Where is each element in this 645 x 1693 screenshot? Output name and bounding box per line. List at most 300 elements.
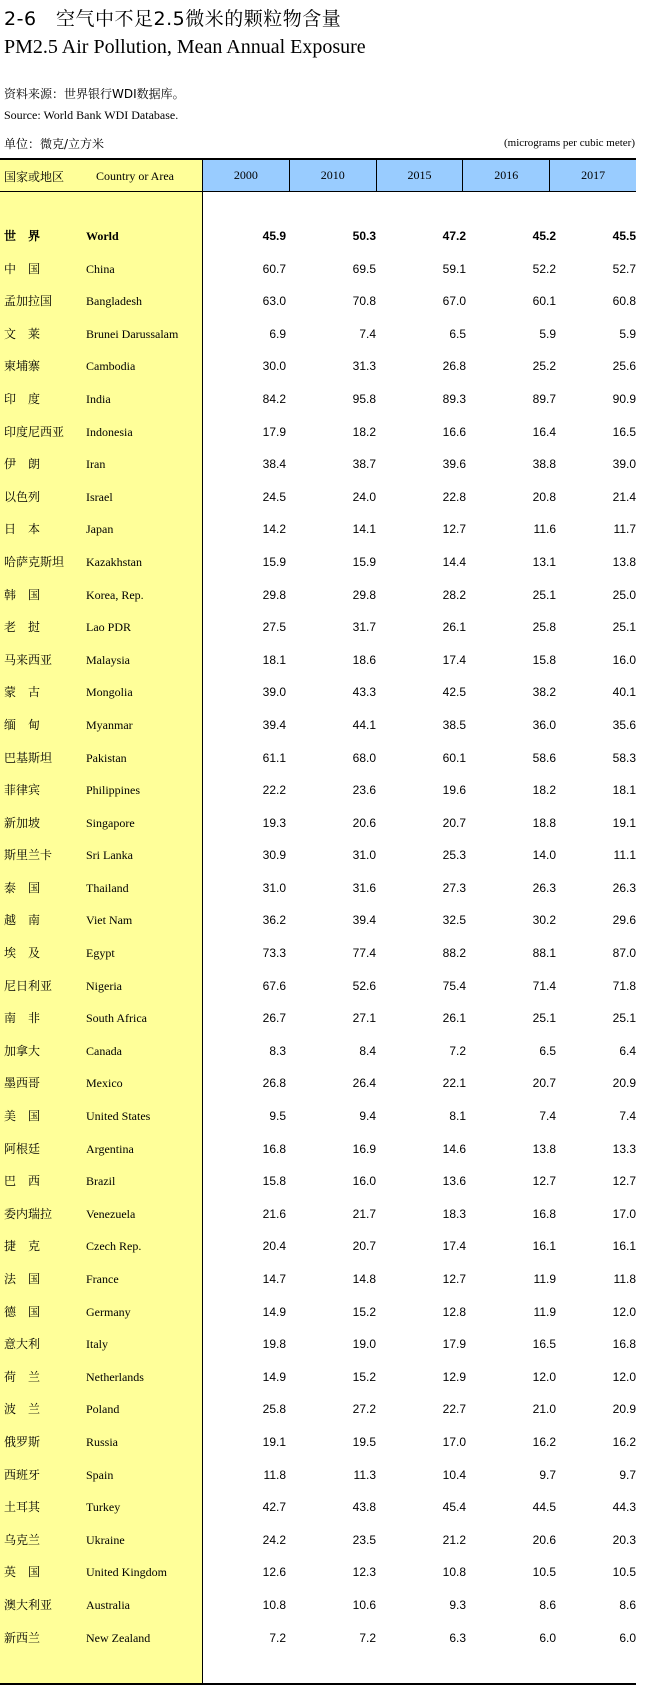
- value-cell-2017: 9.7: [619, 1467, 636, 1482]
- value-cell-2010: 10.6: [352, 1597, 376, 1612]
- country-name-english: India: [86, 391, 111, 406]
- table-row: [0, 1073, 636, 1106]
- country-name-english: Canada: [86, 1043, 122, 1058]
- value-cell-2015: 22.1: [442, 1076, 466, 1091]
- unit-label-chinese: 单位：微克/立方米: [4, 137, 105, 151]
- country-name-chinese: 韩 国: [4, 587, 41, 602]
- country-name-english: Korea, Rep.: [86, 587, 144, 602]
- value-cell-2010: 69.5: [352, 261, 376, 276]
- value-cell-2017: 8.6: [619, 1597, 636, 1612]
- value-cell-2017: 16.5: [612, 424, 636, 439]
- value-cell-2010: 8.4: [359, 1043, 376, 1058]
- value-cell-2015: 18.3: [442, 1206, 466, 1221]
- country-name-english: World: [86, 229, 119, 243]
- value-cell-2017: 45.5: [612, 229, 636, 243]
- country-name-english: China: [86, 261, 115, 276]
- source-note-chinese: 资料来源：世界银行WDI数据库。: [4, 87, 185, 101]
- year-header-2015: 2015: [376, 160, 463, 191]
- country-name-chinese: 伊 朗: [4, 457, 41, 472]
- country-name-chinese: 德 国: [4, 1304, 41, 1319]
- value-cell-2016: 16.1: [532, 1239, 556, 1254]
- value-cell-2015: 26.1: [442, 1011, 466, 1026]
- value-cell-2016: 16.2: [532, 1434, 556, 1449]
- country-name-english: Turkey: [86, 1500, 121, 1515]
- country-name-english: Brunei Darussalam: [86, 326, 179, 341]
- value-cell-2017: 13.8: [612, 554, 636, 569]
- value-cell-2016: 58.6: [532, 750, 556, 765]
- value-cell-2016: 88.1: [532, 946, 556, 961]
- country-name-english: Sri Lanka: [86, 848, 133, 863]
- value-cell-2016: 20.8: [532, 489, 556, 504]
- table-row: [0, 1465, 636, 1498]
- value-cell-2000: 30.0: [262, 359, 286, 374]
- value-cell-2016: 12.7: [532, 1174, 556, 1189]
- value-cell-2000: 14.2: [262, 522, 286, 537]
- table-row: [0, 585, 636, 618]
- country-name-english: Venezuela: [86, 1206, 136, 1221]
- value-cell-2017: 11.1: [613, 848, 636, 863]
- value-cell-2017: 16.2: [612, 1434, 636, 1449]
- country-name-chinese: 日 本: [4, 522, 41, 537]
- country-name-chinese: 美 国: [4, 1109, 41, 1124]
- country-name-english: United Kingdom: [86, 1565, 167, 1580]
- country-name-english: South Africa: [86, 1011, 147, 1026]
- value-cell-2016: 25.1: [532, 587, 556, 602]
- value-cell-2016: 13.8: [532, 1141, 556, 1156]
- value-cell-2016: 14.0: [532, 848, 556, 863]
- country-name-english: Philippines: [86, 783, 141, 798]
- country-name-chinese: 乌克兰: [4, 1532, 41, 1547]
- value-cell-2016: 6.0: [539, 1630, 556, 1645]
- value-cell-2010: 31.7: [352, 620, 376, 635]
- value-cell-2015: 42.5: [442, 685, 466, 700]
- value-cell-2000: 15.9: [262, 554, 286, 569]
- value-cell-2010: 70.8: [352, 294, 376, 309]
- country-name-english: Lao PDR: [86, 620, 131, 635]
- country-name-chinese: 印度尼西亚: [4, 424, 65, 439]
- table-row: [0, 259, 636, 292]
- value-cell-2010: 19.0: [352, 1337, 376, 1352]
- value-cell-2010: 14.1: [352, 522, 376, 537]
- value-cell-2015: 20.7: [442, 815, 466, 830]
- value-cell-2000: 31.0: [262, 880, 286, 895]
- value-cell-2015: 16.6: [442, 424, 466, 439]
- table-row: [0, 976, 636, 1009]
- value-cell-2000: 29.8: [262, 587, 286, 602]
- value-cell-2015: 26.1: [442, 620, 466, 635]
- country-name-chinese: 澳大利亚: [4, 1597, 53, 1612]
- value-cell-2016: 7.4: [539, 1109, 556, 1124]
- country-name-english: Singapore: [86, 815, 135, 830]
- value-cell-2015: 9.3: [449, 1597, 466, 1612]
- country-name-chinese: 文 莱: [4, 326, 41, 341]
- value-cell-2000: 60.7: [262, 261, 286, 276]
- value-cell-2000: 14.9: [262, 1304, 286, 1319]
- value-cell-2010: 7.2: [359, 1630, 376, 1645]
- value-cell-2016: 15.8: [532, 652, 556, 667]
- value-cell-2017: 58.3: [612, 750, 636, 765]
- year-header-2000: 2000: [233, 168, 258, 182]
- value-cell-2010: 18.6: [352, 652, 376, 667]
- country-name-english: Bangladesh: [86, 294, 142, 309]
- value-cell-2000: 17.9: [262, 424, 286, 439]
- country-name-english: Brazil: [86, 1174, 116, 1189]
- value-cell-2010: 23.5: [352, 1532, 376, 1547]
- value-cell-2000: 39.4: [262, 717, 286, 732]
- value-cell-2017: 71.8: [612, 978, 636, 993]
- country-name-chinese: 哈萨克斯坦: [4, 554, 65, 569]
- value-cell-2017: 29.6: [612, 913, 636, 928]
- value-cell-2000: 42.7: [262, 1500, 286, 1515]
- country-name-english: Malaysia: [86, 652, 130, 667]
- value-cell-2000: 8.3: [269, 1043, 286, 1058]
- country-name-english: Ukraine: [86, 1532, 125, 1547]
- value-cell-2015: 17.4: [442, 1239, 466, 1254]
- table-row: [0, 1171, 636, 1204]
- country-name-english: Spain: [86, 1467, 114, 1482]
- country-name-chinese: 印 度: [4, 391, 41, 406]
- value-cell-2015: 75.4: [442, 978, 466, 993]
- value-cell-2016: 36.0: [532, 717, 556, 732]
- value-cell-2016: 71.4: [532, 978, 556, 993]
- value-cell-2010: 31.3: [352, 359, 376, 374]
- value-cell-2010: 20.7: [352, 1239, 376, 1254]
- value-cell-2017: 44.3: [612, 1500, 636, 1515]
- country-name-chinese: 世 界: [4, 229, 41, 243]
- value-cell-2000: 39.0: [262, 685, 286, 700]
- value-cell-2015: 21.2: [442, 1532, 466, 1547]
- table-bottom-rule: [0, 1683, 636, 1685]
- value-cell-2000: 24.5: [262, 489, 286, 504]
- value-cell-2016: 16.5: [532, 1337, 556, 1352]
- value-cell-2015: 59.1: [442, 261, 466, 276]
- country-name-chinese: 阿根廷: [4, 1141, 41, 1156]
- country-name-english: Iran: [86, 457, 106, 472]
- value-cell-2000: 30.9: [262, 848, 286, 863]
- value-cell-2016: 16.4: [532, 424, 556, 439]
- value-cell-2017: 52.7: [612, 261, 636, 276]
- country-name-chinese: 意大利: [4, 1337, 41, 1352]
- value-cell-2017: 39.0: [612, 457, 636, 472]
- value-cell-2010: 19.5: [352, 1434, 376, 1449]
- value-cell-2010: 9.4: [359, 1109, 376, 1124]
- value-cell-2017: 40.1: [612, 685, 636, 700]
- value-cell-2010: 15.9: [352, 554, 376, 569]
- value-cell-2010: 39.4: [352, 913, 376, 928]
- value-cell-2016: 60.1: [532, 294, 556, 309]
- value-cell-2015: 12.8: [442, 1304, 466, 1319]
- country-name-chinese: 巴 西: [4, 1174, 41, 1189]
- value-cell-2016: 13.1: [532, 554, 556, 569]
- country-name-chinese: 波 兰: [4, 1402, 41, 1417]
- value-cell-2010: 44.1: [352, 717, 376, 732]
- table-row: [0, 1432, 636, 1465]
- value-cell-2017: 6.4: [619, 1043, 636, 1058]
- table-row: [0, 682, 636, 715]
- value-cell-2015: 12.9: [442, 1369, 466, 1384]
- value-cell-2000: 38.4: [262, 457, 286, 472]
- table-row: [0, 454, 636, 487]
- value-cell-2015: 39.6: [442, 457, 466, 472]
- value-cell-2015: 60.1: [442, 750, 466, 765]
- value-cell-2000: 7.2: [269, 1630, 286, 1645]
- table-row: [0, 1497, 636, 1530]
- value-cell-2000: 36.2: [262, 913, 286, 928]
- year-header-2016: 2016: [462, 160, 549, 191]
- country-name-chinese: 孟加拉国: [4, 294, 53, 309]
- value-cell-2015: 12.7: [442, 522, 466, 537]
- value-cell-2010: 16.0: [352, 1174, 376, 1189]
- value-cell-2017: 25.1: [612, 1011, 636, 1026]
- value-cell-2015: 22.7: [442, 1402, 466, 1417]
- value-cell-2000: 21.6: [262, 1206, 286, 1221]
- value-cell-2000: 14.7: [262, 1272, 286, 1286]
- value-cell-2017: 11.8: [613, 1272, 636, 1286]
- value-cell-2000: 73.3: [262, 946, 286, 961]
- value-cell-2015: 14.6: [442, 1141, 466, 1156]
- table-row: [0, 552, 636, 585]
- country-name-chinese: 以色列: [4, 489, 41, 504]
- value-cell-2010: 15.2: [352, 1369, 376, 1384]
- value-cell-2015: 10.4: [442, 1467, 466, 1482]
- value-cell-2015: 47.2: [442, 229, 466, 243]
- value-cell-2016: 9.7: [539, 1467, 556, 1482]
- country-name-english: Mongolia: [86, 685, 133, 700]
- value-cell-2016: 52.2: [532, 261, 556, 276]
- value-cell-2010: 38.7: [352, 457, 376, 472]
- value-cell-2010: 18.2: [352, 424, 376, 439]
- value-cell-2016: 44.5: [532, 1500, 556, 1515]
- value-cell-2015: 19.6: [442, 783, 466, 798]
- value-cell-2010: 95.8: [352, 391, 376, 406]
- value-cell-2000: 84.2: [262, 391, 286, 406]
- table-row: [0, 1562, 636, 1595]
- value-cell-2015: 17.0: [442, 1434, 466, 1449]
- value-cell-2000: 18.1: [262, 652, 286, 667]
- value-cell-2016: 25.1: [532, 1011, 556, 1026]
- value-cell-2010: 43.3: [352, 685, 376, 700]
- table-row: [0, 422, 636, 455]
- value-cell-2017: 7.4: [619, 1109, 636, 1124]
- header-country-chinese: 国家或地区: [4, 169, 65, 184]
- value-cell-2015: 12.7: [442, 1272, 466, 1286]
- value-cell-2016: 26.3: [532, 880, 556, 895]
- data-table-body: [0, 226, 636, 1660]
- value-cell-2017: 20.3: [612, 1532, 636, 1547]
- value-cell-2016: 5.9: [539, 326, 556, 341]
- value-cell-2017: 87.0: [612, 946, 636, 961]
- country-name-chinese: 越 南: [4, 913, 41, 928]
- value-cell-2017: 11.7: [613, 522, 636, 537]
- value-cell-2010: 31.6: [352, 880, 376, 895]
- value-cell-2015: 32.5: [442, 913, 466, 928]
- value-cell-2010: 7.4: [359, 326, 376, 341]
- value-cell-2016: 38.8: [532, 457, 556, 472]
- table-row: [0, 1628, 636, 1661]
- value-cell-2015: 8.1: [449, 1109, 466, 1124]
- value-cell-2015: 38.5: [442, 717, 466, 732]
- table-row: [0, 1334, 636, 1367]
- table-row: [0, 650, 636, 683]
- value-cell-2010: 14.8: [352, 1272, 376, 1286]
- value-cell-2017: 18.1: [612, 783, 636, 798]
- value-cell-2016: 25.2: [532, 359, 556, 374]
- table-title-chinese: 2-6 空气中不足2.5微米的颗粒物含量: [4, 8, 342, 30]
- table-row: [0, 487, 636, 520]
- country-name-english: Italy: [86, 1337, 108, 1352]
- table-row: [0, 1399, 636, 1432]
- source-note-english: Source: World Bank WDI Database.: [4, 108, 179, 122]
- value-cell-2010: 29.8: [352, 587, 376, 602]
- country-name-chinese: 俄罗斯: [4, 1434, 41, 1449]
- table-row: [0, 748, 636, 781]
- value-cell-2017: 20.9: [612, 1402, 636, 1417]
- country-name-chinese: 荷 兰: [4, 1369, 41, 1384]
- country-name-english: Nigeria: [86, 978, 122, 993]
- value-cell-2010: 16.9: [352, 1141, 376, 1156]
- year-header-2010: 2010: [289, 160, 376, 191]
- value-cell-2016: 45.2: [532, 229, 556, 243]
- country-name-english: Poland: [86, 1402, 120, 1417]
- table-row: [0, 1139, 636, 1172]
- table-row: [0, 813, 636, 846]
- table-title-english: PM2.5 Air Pollution, Mean Annual Exposure: [4, 36, 366, 58]
- value-cell-2016: 21.0: [532, 1402, 556, 1417]
- value-cell-2015: 6.5: [449, 326, 466, 341]
- value-cell-2017: 10.5: [612, 1565, 636, 1580]
- value-cell-2017: 5.9: [619, 326, 636, 341]
- value-cell-2016: 18.8: [532, 815, 556, 830]
- value-cell-2000: 10.8: [262, 1597, 286, 1612]
- value-cell-2000: 9.5: [269, 1109, 286, 1124]
- value-cell-2016: 20.7: [532, 1076, 556, 1091]
- country-name-english: New Zealand: [86, 1630, 151, 1645]
- country-name-english: Netherlands: [86, 1369, 144, 1384]
- country-name-english: Myanmar: [86, 717, 133, 732]
- value-cell-2010: 26.4: [352, 1076, 376, 1091]
- value-cell-2017: 26.3: [612, 880, 636, 895]
- country-name-chinese: 捷 克: [4, 1239, 41, 1254]
- value-cell-2017: 16.1: [612, 1239, 636, 1254]
- table-row: [0, 943, 636, 976]
- table-row: [0, 519, 636, 552]
- value-cell-2015: 17.4: [442, 652, 466, 667]
- value-cell-2010: 12.3: [352, 1565, 376, 1580]
- value-cell-2017: 12.7: [612, 1174, 636, 1189]
- table-row: [0, 1106, 636, 1139]
- value-cell-2000: 25.8: [262, 1402, 286, 1417]
- value-cell-2017: 35.6: [612, 717, 636, 732]
- table-row: [0, 226, 636, 259]
- value-cell-2017: 21.4: [612, 489, 636, 504]
- value-cell-2015: 26.8: [442, 359, 466, 374]
- value-cell-2000: 16.8: [262, 1141, 286, 1156]
- country-name-english: Germany: [86, 1304, 131, 1319]
- country-name-chinese: 巴基斯坦: [4, 750, 53, 765]
- country-name-english: Viet Nam: [86, 913, 133, 928]
- value-cell-2016: 6.5: [539, 1043, 556, 1058]
- table-row: [0, 878, 636, 911]
- value-cell-2015: 88.2: [442, 946, 466, 961]
- table-row: [0, 910, 636, 943]
- value-cell-2015: 6.3: [449, 1630, 466, 1645]
- country-name-english: Kazakhstan: [86, 554, 142, 569]
- value-cell-2000: 24.2: [262, 1532, 286, 1547]
- table-row: [0, 715, 636, 748]
- country-name-english: Thailand: [86, 880, 129, 895]
- country-name-chinese: 加拿大: [4, 1043, 41, 1058]
- value-cell-2016: 11.6: [533, 522, 556, 537]
- country-name-chinese: 柬埔寨: [4, 359, 41, 374]
- value-cell-2015: 7.2: [449, 1043, 466, 1058]
- table-row: [0, 1595, 636, 1628]
- value-cell-2000: 45.9: [262, 229, 286, 243]
- table-row: [0, 356, 636, 389]
- value-cell-2016: 8.6: [539, 1597, 556, 1612]
- country-name-english: Australia: [86, 1597, 130, 1612]
- country-name-english: Argentina: [86, 1141, 134, 1156]
- value-cell-2017: 90.9: [612, 391, 636, 406]
- value-cell-2010: 43.8: [352, 1500, 376, 1515]
- country-name-english: Pakistan: [86, 750, 127, 765]
- table-row: [0, 1041, 636, 1074]
- value-cell-2017: 17.0: [612, 1206, 636, 1221]
- value-cell-2015: 13.6: [442, 1174, 466, 1189]
- country-name-chinese: 墨西哥: [4, 1076, 41, 1091]
- country-name-english: Mexico: [86, 1076, 123, 1091]
- value-cell-2000: 19.3: [262, 815, 286, 830]
- value-cell-2015: 14.4: [442, 554, 466, 569]
- country-name-chinese: 马来西亚: [4, 652, 53, 667]
- value-cell-2010: 31.0: [352, 848, 376, 863]
- table-row: [0, 1367, 636, 1400]
- value-cell-2016: 38.2: [532, 685, 556, 700]
- value-cell-2000: 26.8: [262, 1076, 286, 1091]
- table-row: [0, 1302, 636, 1335]
- value-cell-2000: 22.2: [262, 783, 286, 798]
- value-cell-2017: 12.0: [612, 1304, 636, 1319]
- country-name-english: Czech Rep.: [86, 1239, 142, 1254]
- value-cell-2017: 19.1: [612, 815, 636, 830]
- table-row: [0, 291, 636, 324]
- country-name-english: France: [86, 1272, 119, 1286]
- table-row: [0, 1204, 636, 1237]
- table-row: [0, 1530, 636, 1563]
- value-cell-2010: 27.2: [352, 1402, 376, 1417]
- country-name-chinese: 菲律宾: [4, 783, 41, 798]
- value-cell-2016: 20.6: [532, 1532, 556, 1547]
- value-cell-2000: 14.9: [262, 1369, 286, 1384]
- value-cell-2017: 25.6: [612, 359, 636, 374]
- value-cell-2016: 11.9: [533, 1304, 556, 1319]
- table-row: [0, 617, 636, 650]
- country-name-chinese: 南 非: [4, 1011, 41, 1026]
- value-cell-2000: 15.8: [262, 1174, 286, 1189]
- country-name-chinese: 泰 国: [4, 880, 41, 895]
- table-row: [0, 389, 636, 422]
- value-cell-2017: 13.3: [612, 1141, 636, 1156]
- table-row: [0, 780, 636, 813]
- value-cell-2015: 22.8: [442, 489, 466, 504]
- country-name-chinese: 尼日利亚: [4, 978, 53, 993]
- value-cell-2000: 19.1: [262, 1434, 286, 1449]
- table-row: [0, 845, 636, 878]
- value-cell-2000: 12.6: [262, 1565, 286, 1580]
- value-cell-2015: 25.3: [442, 848, 466, 863]
- value-cell-2016: 16.8: [532, 1206, 556, 1221]
- value-cell-2016: 18.2: [532, 783, 556, 798]
- country-name-english: United States: [86, 1109, 151, 1124]
